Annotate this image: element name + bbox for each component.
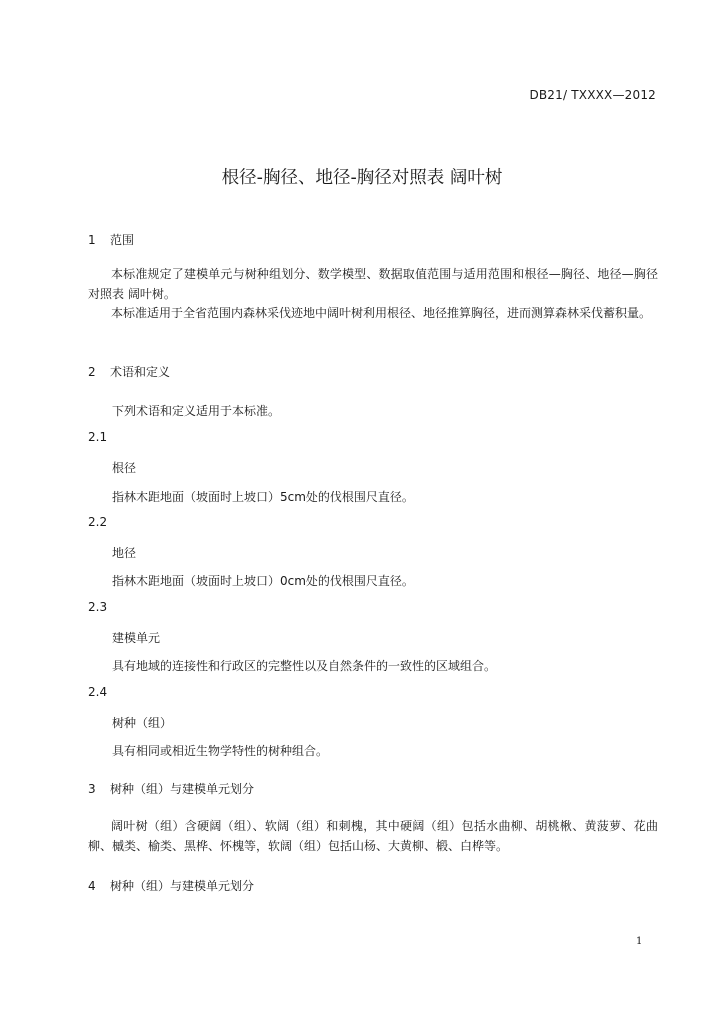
term-definition: 具有地域的连接性和行政区的完整性以及自然条件的一致性的区域组合。 [112,659,497,673]
subsection-number: 2.4 [88,685,108,699]
section-4-heading [88,877,254,894]
section-title: 范围 [110,233,135,247]
term-definition: 指林木距地面（坡面时上坡口）0cm处的伐根围尺直径。 [112,574,414,588]
section-1-paragraph-1: 本标准规定了建模单元与树种组划分、数学模型、数据取值范围与适用范围和根径—胸径、地径—胸径对照表 阔叶树。 [88,267,658,301]
section-3-heading [88,780,254,797]
section-1-paragraph-2: 本标准适用于全省范围内森林采伐迹地中阔叶树利用根径、地径推算胸径，进而测算森林采伐蓄积量。 [111,306,652,320]
term-name: 根径 [112,461,137,475]
subsection-number: 2.3 [88,600,108,614]
section-number: 3 [88,782,96,796]
section-2-intro: 下列术语和定义适用于本标准。 [112,404,281,418]
section-2-heading [88,363,170,380]
term-definition: 具有相同或相近生物学特性的树种组合。 [112,744,329,758]
section-number: 1 [88,233,96,247]
section-title: 树种（组）与建模单元划分 [110,782,255,796]
section-1-heading [88,231,134,248]
subsection-number: 2.1 [88,430,108,444]
section-title: 树种（组）与建模单元划分 [110,879,255,893]
term-definition: 指林木距地面（坡面时上坡口）5cm处的伐根围尺直径。 [112,490,414,504]
section-title: 术语和定义 [110,365,171,379]
term-name: 地径 [112,546,137,560]
section-number: 4 [88,879,96,893]
section-number: 2 [88,365,96,379]
page-title: 根径-胸径、地径-胸径对照表 阔叶树 [221,168,503,188]
subsection-number: 2.2 [88,515,108,529]
document-code: DB21/ TXXXX—2012 [529,88,656,102]
term-name: 建模单元 [112,631,161,645]
section-3-paragraph: 阔叶树（组）含硬阔（组）、软阔（组）和刺槐，其中硬阔（组）包括水曲柳、胡桃楸、黄菠萝、花曲柳、槭类、榆类、黑桦、怀槐等，软阔（组）包括山杨、大黄柳、椴、白桦等。 [88,819,658,853]
term-name: 树种（组） [112,716,173,730]
page-number: 1 [636,936,643,947]
